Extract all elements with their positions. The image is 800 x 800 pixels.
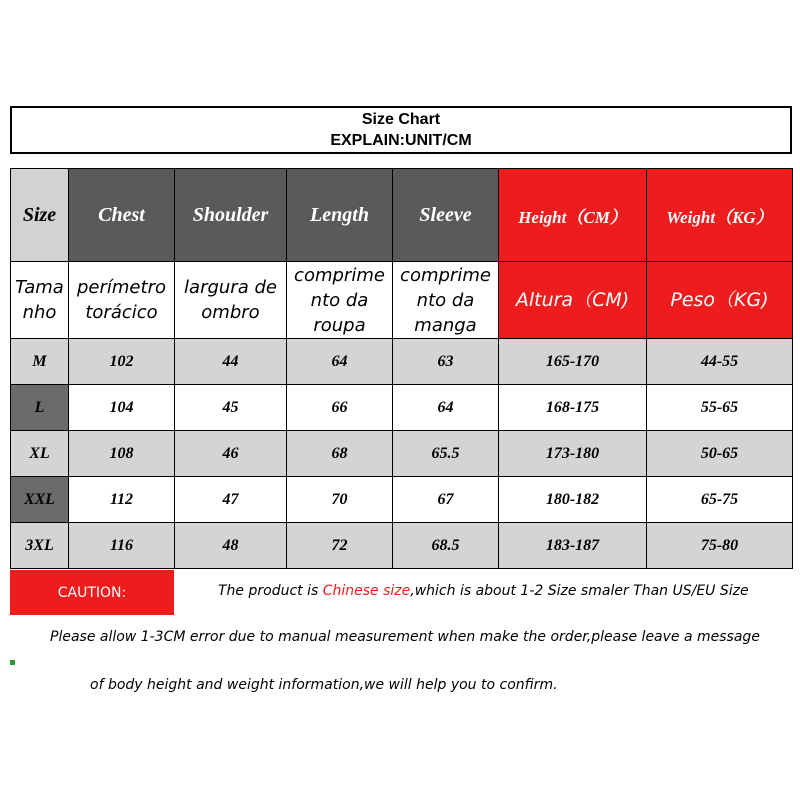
size-cell: XXL xyxy=(11,477,69,523)
table-row xyxy=(11,385,793,431)
subheader-sleeve xyxy=(393,262,499,339)
col-header-sleeve: Sleeve xyxy=(393,169,499,262)
col-header-height: Height（CM） xyxy=(499,169,647,262)
col-header-chest: Chest xyxy=(69,169,175,262)
subheader-length xyxy=(287,262,393,339)
subheader-length-line: roupa xyxy=(313,314,366,336)
size-cell: 3XL xyxy=(11,523,69,569)
caution-text-start: The product is xyxy=(218,583,323,599)
table-row xyxy=(11,339,793,385)
height-cell: 168-175 xyxy=(499,385,647,431)
subheader-chest xyxy=(69,262,175,339)
chest-cell: 108 xyxy=(69,431,175,477)
weight-cell: 44-55 xyxy=(647,339,793,385)
height-cell: 165-170 xyxy=(499,339,647,385)
chest-cell: 116 xyxy=(69,523,175,569)
length-cell: 66 xyxy=(287,385,393,431)
shoulder-cell: 45 xyxy=(175,385,287,431)
col-header-shoulder: Shoulder xyxy=(175,169,287,262)
chest-cell: 102 xyxy=(69,339,175,385)
subheader-chest-line: perímetro xyxy=(77,277,166,298)
subheader-shoulder-line: ombro xyxy=(201,302,260,323)
subheader-length-line: nto da xyxy=(310,289,369,311)
subheader-height xyxy=(499,262,647,339)
chest-cell: 112 xyxy=(69,477,175,523)
col-header-size: Size xyxy=(11,169,69,262)
measurement-note-line-2: of body height and weight information,we will help you to confirm. xyxy=(90,677,558,693)
height-cell: 183-187 xyxy=(499,523,647,569)
caution-text-end: ,which is about 1-2 Size smaler Than US/EU Size xyxy=(410,583,749,599)
length-cell: 70 xyxy=(287,477,393,523)
length-cell: 68 xyxy=(287,431,393,477)
sleeve-cell: 63 xyxy=(393,339,499,385)
chinese-size-highlight: Chinese size xyxy=(322,583,411,599)
length-cell: 72 xyxy=(287,523,393,569)
caution-text xyxy=(218,583,798,599)
height-cell: 180-182 xyxy=(499,477,647,523)
shoulder-cell: 44 xyxy=(175,339,287,385)
measurement-note-line-1: Please allow 1-3CM error due to manual measurement when make the order,please leave a message xyxy=(50,629,760,645)
subheader-shoulder xyxy=(175,262,287,339)
chart-subtitle: EXPLAIN:UNIT/CM xyxy=(330,132,472,149)
subheader-height-line: Altura（CM) xyxy=(515,288,630,311)
length-cell: 64 xyxy=(287,339,393,385)
subheader-row xyxy=(11,262,793,339)
subheader-length-line: comprime xyxy=(294,264,385,286)
subheader-size xyxy=(11,262,69,339)
subheader-sleeve-line: manga xyxy=(414,314,477,336)
subheader-size-line: Tama xyxy=(15,277,64,298)
subheader-weight-line: Peso（KG) xyxy=(670,288,769,311)
weight-cell: 65-75 xyxy=(647,477,793,523)
table-row xyxy=(11,523,793,569)
caution-label: CAUTION: xyxy=(10,570,174,615)
subheader-sleeve-line: comprime xyxy=(400,264,491,286)
col-header-weight: Weight（KG） xyxy=(647,169,793,262)
size-table xyxy=(10,168,793,569)
shoulder-cell: 48 xyxy=(175,523,287,569)
height-cell: 173-180 xyxy=(499,431,647,477)
chest-cell: 104 xyxy=(69,385,175,431)
sleeve-cell: 68.5 xyxy=(393,523,499,569)
sleeve-cell: 64 xyxy=(393,385,499,431)
shoulder-cell: 46 xyxy=(175,431,287,477)
col-header-length: Length xyxy=(287,169,393,262)
weight-cell: 50-65 xyxy=(647,431,793,477)
header-row xyxy=(11,169,793,262)
sleeve-cell: 65.5 xyxy=(393,431,499,477)
size-chart-title-box xyxy=(10,106,792,154)
chart-title: Size Chart xyxy=(361,111,441,128)
table-row xyxy=(11,431,793,477)
subheader-sleeve-line: nto da xyxy=(416,289,475,311)
subheader-shoulder-line: largura de xyxy=(184,277,277,298)
subheader-chest-line: torácico xyxy=(85,302,158,323)
weight-cell: 55-65 xyxy=(647,385,793,431)
subheader-weight xyxy=(647,262,793,339)
shoulder-cell: 47 xyxy=(175,477,287,523)
weight-cell: 75-80 xyxy=(647,523,793,569)
green-tick-mark xyxy=(10,660,15,665)
subheader-size-line: nho xyxy=(22,302,57,323)
table-row xyxy=(11,477,793,523)
size-cell: M xyxy=(11,339,69,385)
size-cell: L xyxy=(11,385,69,431)
size-cell: XL xyxy=(11,431,69,477)
sleeve-cell: 67 xyxy=(393,477,499,523)
